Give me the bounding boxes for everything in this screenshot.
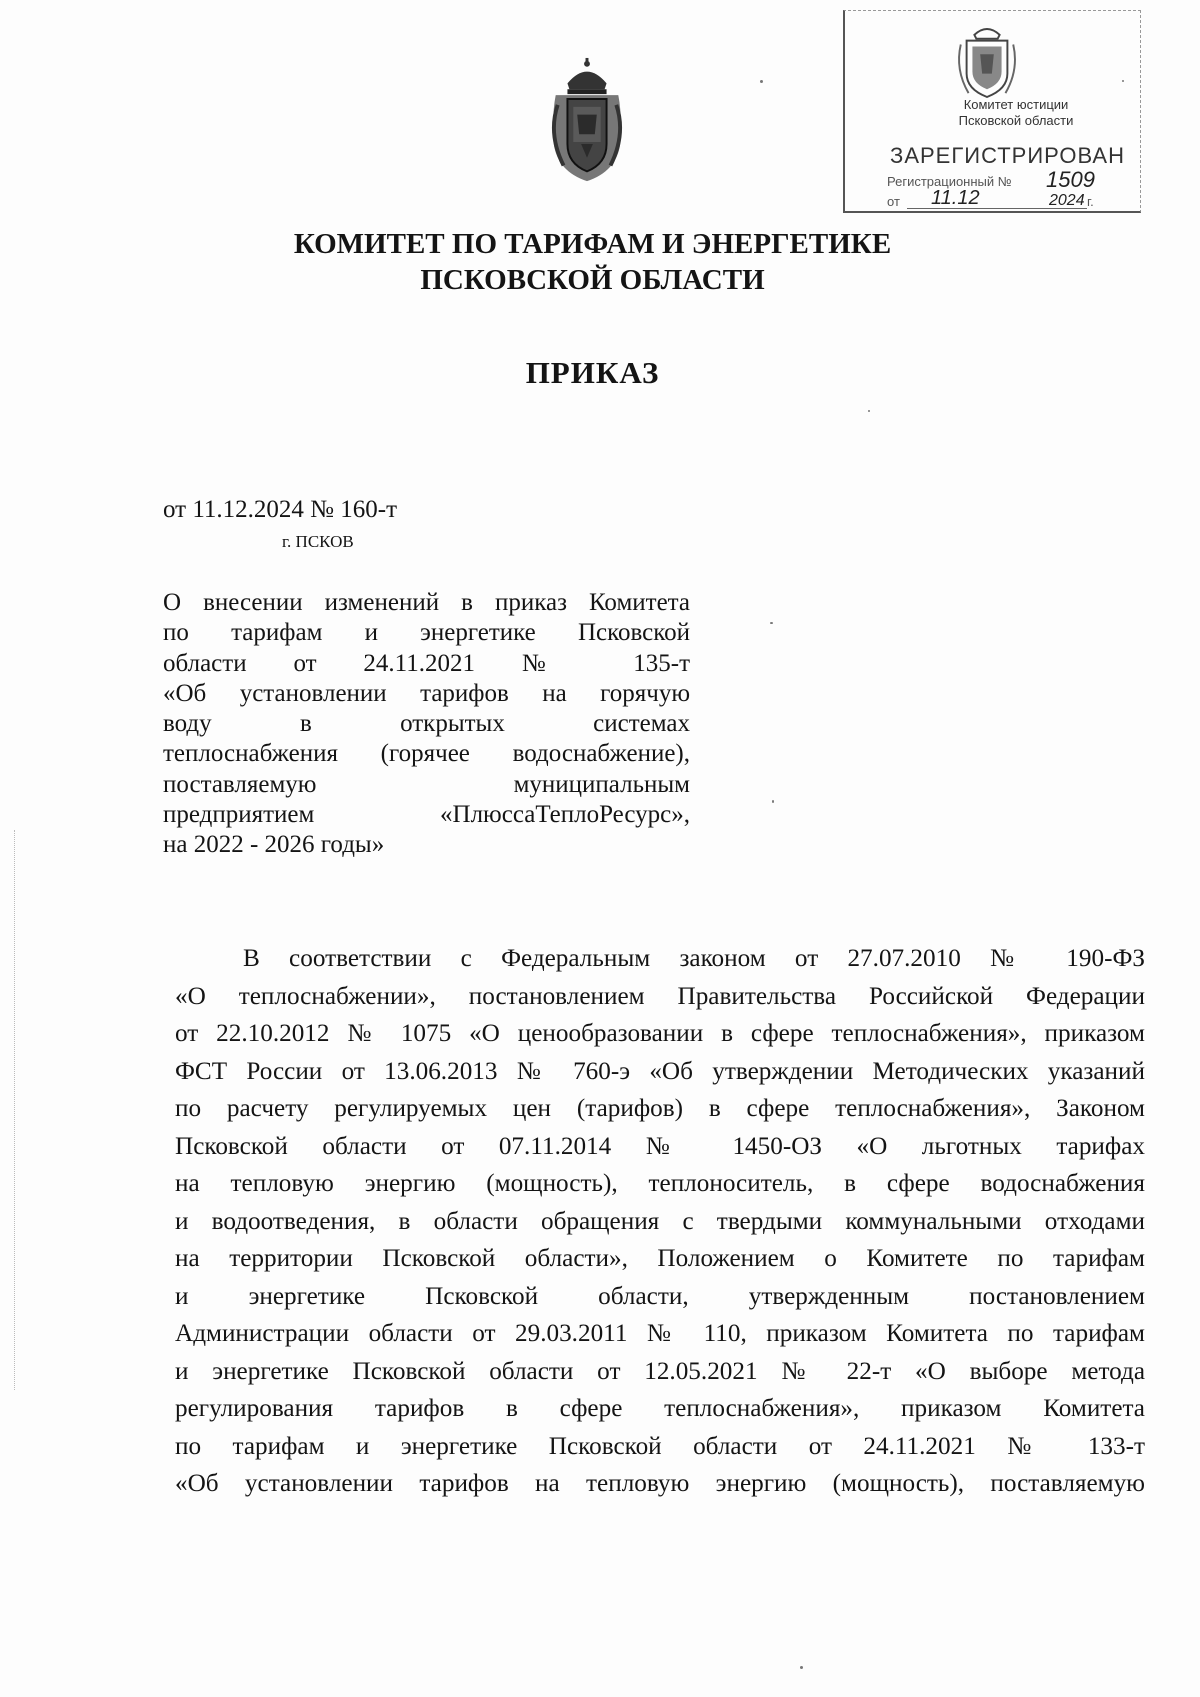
scan-speck: [770, 622, 773, 624]
document-type-title: ПРИКАЗ: [525, 355, 660, 390]
body-line: и энергетике Псковской области, утвержденным постановлением: [175, 1282, 1145, 1310]
scan-speck: [1122, 80, 1124, 82]
scan-speck: [760, 80, 763, 83]
stamp-date-value: 11.12: [931, 187, 980, 209]
body-line: регулирования тарифов в сфере теплоснабжения», приказом Комитета: [175, 1395, 1145, 1422]
body-line: ФСТ России от 13.06.2013 № 760-э «Об утверждении Методических указаний: [175, 1057, 1145, 1085]
subject-line: О внесении изменений в приказ Комитета: [163, 589, 690, 616]
stamp-date-prefix: от: [887, 194, 900, 209]
coat-of-arms-emblem: [538, 56, 636, 188]
scan-speck: [772, 800, 774, 803]
org-name-line1: КОМИТЕТ ПО ТАРИФАМ И ЭНЕРГЕТИКЕ: [293, 228, 892, 260]
stamp-reg-number: 1509: [1046, 167, 1095, 192]
body-line: по тарифам и энергетике Псковской области от 24.11.2021 № 133-т: [175, 1432, 1145, 1460]
body-line: по расчету регулируемых цен (тарифов) в сфере теплоснабжения», Законом: [175, 1095, 1145, 1122]
body-line: и водоотведения, в области обращения с твердыми коммунальными отходами: [175, 1207, 1145, 1235]
body-line: «О теплоснабжении», постановлением Правительства Российской Федерации: [175, 982, 1145, 1010]
body-line: Псковской области от 07.11.2014 № 1450-ОЗ «О льготных тарифах: [175, 1132, 1145, 1160]
subject-line: «Об установлении тарифов на горячую: [163, 679, 690, 707]
body-line: Администрации области от 29.03.2011 № 110, приказом Комитета по тарифам: [175, 1320, 1145, 1347]
stamp-coat-of-arms: [953, 23, 1021, 101]
body-line: на территории Псковской области», Положением о Комитете по тарифам: [175, 1245, 1145, 1272]
stamp-org-line1: Комитет юстиции: [963, 97, 1069, 112]
body-line: В соответствии с Федеральным законом от 27.07.2010 № 190-ФЗ: [243, 945, 1145, 972]
org-name-line2: ПСКОВСКОЙ ОБЛАСТИ: [420, 264, 765, 296]
body-line: и энергетике Псковской области от 12.05.2021 № 22-т «О выборе метода: [175, 1357, 1145, 1385]
subject-line: предприятием «ПлюссаТеплоРесурс»,: [163, 801, 690, 829]
subject-line: области от 24.11.2021 № 135-т: [163, 649, 690, 677]
subject-line: на 2022 - 2026 годы»: [163, 831, 385, 859]
order-city: г. ПСКОВ: [282, 532, 354, 551]
stamp-date-year: 2024: [1049, 192, 1085, 209]
stamp-status: ЗАРЕГИСТРИРОВАН: [890, 143, 1125, 168]
order-number-date: от 11.12.2024 № 160-т: [163, 496, 398, 523]
subject-line: поставляемую муниципальным: [163, 770, 690, 798]
body-line: на тепловую энергию (мощность), теплоноситель, в сфере водоснабжения: [175, 1170, 1145, 1197]
subject-line: теплоснабжения (горячее водоснабжение),: [163, 740, 690, 768]
registration-stamp: [843, 10, 1141, 213]
order-subject: [163, 588, 690, 861]
scan-speck: [868, 410, 870, 412]
order-body-paragraph: [175, 940, 1145, 1503]
subject-line: по тарифам и энергетике Псковской: [163, 619, 690, 647]
stamp-org-line2: Псковской области: [958, 113, 1074, 128]
body-line: от 22.10.2012 № 1075 «О ценообразовании в сфере теплоснабжения», приказом: [175, 1020, 1145, 1047]
scan-speck: [800, 1666, 803, 1669]
stamp-date-suffix: г.: [1087, 194, 1094, 209]
body-line: «Об установлении тарифов на тепловую энергию (мощность), поставляемую: [175, 1470, 1145, 1497]
scan-edge-artifact: [14, 830, 15, 1390]
subject-line: воду в открытых системах: [163, 710, 690, 738]
stamp-reg-label: Регистрационный №: [887, 174, 1012, 189]
